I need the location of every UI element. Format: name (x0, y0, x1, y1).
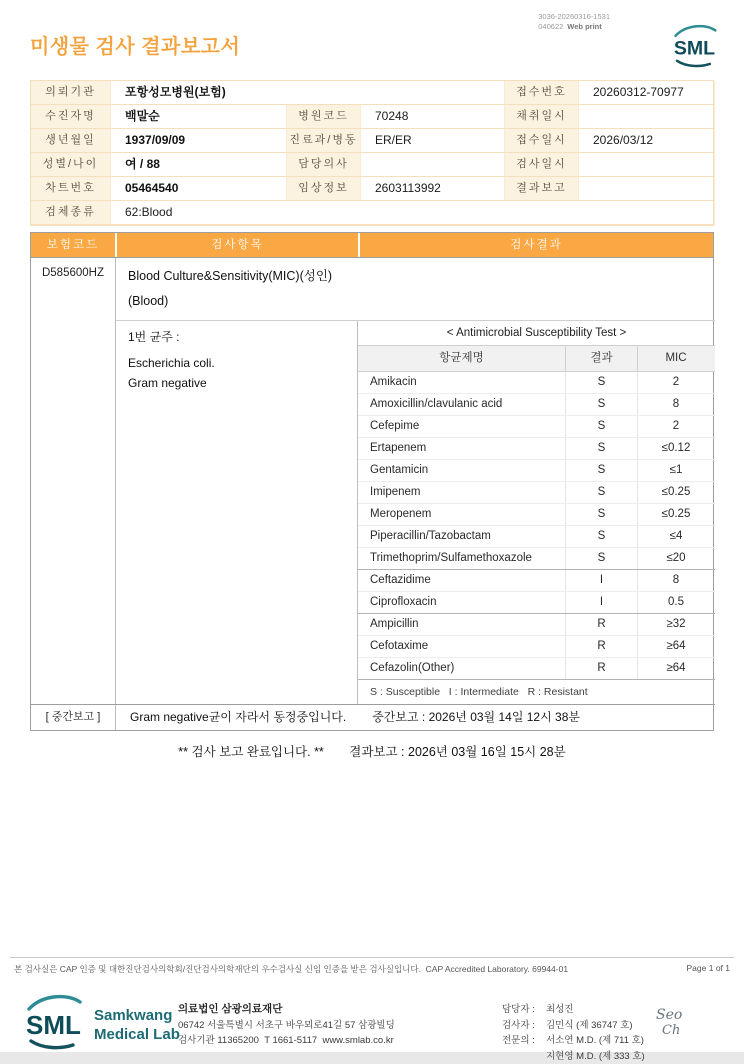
organization-contact: 검사기관 11365200 T 1661-5117 www.smlab.co.kr (178, 1033, 395, 1049)
organism-gram: Gram negative (128, 374, 345, 393)
col-test-result: 검사결과 (360, 233, 713, 257)
patient-field-value: 70248 (361, 105, 505, 129)
web-print-label: Web print (567, 22, 601, 31)
complete-text: ** 검사 보고 완료입니다. ** (178, 745, 324, 759)
ast-row (358, 415, 715, 437)
staff-row: 검사자 : 김민식 (제 36747 호) (502, 1018, 645, 1034)
col-mic: MIC (637, 346, 714, 371)
organism-name: Escherichia coli. (128, 354, 345, 373)
doctor-signature: Seo Ch (656, 1008, 682, 1038)
staff-row: 전문의 : 서소연 M.D. (제 711 호) (502, 1033, 645, 1049)
patient-field-value (361, 153, 505, 177)
patient-field-value (579, 177, 715, 201)
svg-text:SML: SML (26, 1010, 81, 1040)
ast-row (358, 437, 715, 459)
organization-address: 06742 서울특별시 서초구 바우뫼로41길 57 삼광빌딩 (178, 1018, 395, 1034)
patient-field-label: 검체종류 (31, 201, 111, 225)
patient-field-value: 2026/03/12 (579, 129, 715, 153)
ast-row (358, 547, 715, 569)
interim-report-label: [ 중간보고 ] (31, 705, 116, 730)
lab-name: Samkwang Medical Lab (94, 1006, 180, 1044)
ast-mic: ≤0.12 (637, 438, 714, 459)
patient-field-value: 백말순 (111, 105, 287, 129)
patient-field-label: 진료과/병동 (287, 129, 361, 153)
final-report-time: 결과보고 : 2026년 03월 16일 15시 28분 (349, 745, 565, 759)
col-test-item: 검사항목 (117, 233, 358, 257)
organization-name: 의료법인 삼광의료재단 (178, 1002, 395, 1018)
ast-result: S (565, 416, 637, 437)
ast-row (358, 569, 715, 591)
staff-row: 지현영 M.D. (제 333 호) (502, 1049, 645, 1064)
staff-row: 담당자 : 최성진 (502, 1002, 645, 1018)
ast-result: R (565, 614, 637, 635)
results-table-body (31, 258, 713, 730)
ast-mic: ≥64 (637, 636, 714, 657)
ast-antibiotic-name: Meropenem (358, 504, 565, 525)
patient-field-label: 의뢰기관 (31, 81, 111, 105)
patient-field-value (579, 153, 715, 177)
col-result: 결과 (565, 346, 637, 371)
ast-antibiotic-name: Ceftazidime (358, 570, 565, 591)
interim-report-time: 중간보고 : 2026년 03월 14일 12시 38분 (372, 705, 580, 730)
patient-field-value (579, 105, 715, 129)
organization-info (178, 1002, 395, 1049)
susceptibility-panel (358, 321, 715, 704)
patient-field-label: 성별/나이 (31, 153, 111, 177)
organism-info (116, 321, 358, 704)
ast-result: S (565, 526, 637, 547)
patient-field-label: 수진자명 (31, 105, 111, 129)
staff-list (502, 1002, 645, 1064)
ast-antibiotic-name: Ertapenem (358, 438, 565, 459)
ast-antibiotic-name: Ampicillin (358, 614, 565, 635)
ast-row (358, 613, 715, 635)
final-report-line (30, 742, 714, 760)
ast-result: R (565, 658, 637, 679)
patient-field-label: 담당의사 (287, 153, 361, 177)
ast-result: S (565, 548, 637, 569)
ast-mic: ≥32 (637, 614, 714, 635)
ast-antibiotic-name: Cefotaxime (358, 636, 565, 657)
ast-result: S (565, 438, 637, 459)
results-table-header (31, 233, 713, 258)
ast-antibiotic-name: Gentamicin (358, 460, 565, 481)
ast-mic: ≤1 (637, 460, 714, 481)
patient-field-value: 05464540 (111, 177, 287, 201)
ast-result: S (565, 460, 637, 481)
ast-result: S (565, 372, 637, 393)
ast-result: I (565, 592, 637, 613)
page-title: 미생물 검사 결과보고서 (30, 30, 714, 59)
ast-row (358, 481, 715, 503)
patient-info-table (30, 80, 714, 226)
patient-field-label: 채취일시 (505, 105, 579, 129)
patient-field-label: 병원코드 (287, 105, 361, 129)
ast-mic: ≥64 (637, 658, 714, 679)
ast-antibiotic-name: Trimethoprim/Sulfamethoxazole (358, 548, 565, 569)
results-table (30, 232, 714, 731)
ast-mic: ≤0.25 (637, 482, 714, 503)
patient-field-value: ER/ER (361, 129, 505, 153)
ast-result: I (565, 570, 637, 591)
svg-text:SML: SML (674, 38, 715, 60)
ast-mic: 0.5 (637, 592, 714, 613)
ast-mic: ≤0.25 (637, 504, 714, 525)
patient-field-label: 결과보고 (505, 177, 579, 201)
document-number-line2: 040622 Web print (538, 22, 610, 32)
ast-row (358, 657, 715, 679)
insurance-code: D585600HZ (31, 258, 116, 704)
ast-rows (358, 372, 715, 679)
ast-title: < Antimicrobial Susceptibility Test > (358, 321, 715, 346)
page-number: Page 1 of 1 (687, 963, 730, 973)
ast-antibiotic-name: Amikacin (358, 372, 565, 393)
ast-mic: 8 (637, 394, 714, 415)
ast-mic: 2 (637, 416, 714, 437)
sir-legend: S : Susceptible I : Intermediate R : Resistant (358, 679, 715, 704)
document-number: 3036-20260316-1531 (538, 12, 610, 22)
patient-field-value: 2603113992 (361, 177, 505, 201)
ast-row (358, 393, 715, 415)
ast-antibiotic-name: Ciprofloxacin (358, 592, 565, 613)
ast-antibiotic-name: Imipenem (358, 482, 565, 503)
organism-label: 1번 균주 : (128, 328, 345, 347)
interim-report-text: Gram negative균이 자라서 동정중입니다. 중간보고 : 2026년 03월 14일 12시 38분 (116, 705, 715, 730)
col-insurance-code: 보험코드 (31, 233, 115, 257)
ast-row (358, 525, 715, 547)
patient-field-value: 62:Blood (111, 201, 715, 225)
ast-row (358, 635, 715, 657)
patient-field-label: 차트번호 (31, 177, 111, 201)
ast-mic: ≤4 (637, 526, 714, 547)
interim-report-row (31, 704, 715, 730)
ast-row (358, 591, 715, 613)
ast-result: S (565, 394, 637, 415)
ast-antibiotic-name: Cefazolin(Other) (358, 658, 565, 679)
col-antibiotic: 항균제명 (358, 346, 565, 371)
footer-divider (10, 957, 734, 958)
patient-field-value: 여 / 88 (111, 153, 287, 177)
ast-row (358, 503, 715, 525)
ast-mic: 2 (637, 372, 714, 393)
patient-field-value: 20260312-70977 (579, 81, 715, 105)
patient-field-label: 임상정보 (287, 177, 361, 201)
ast-mic: 8 (637, 570, 714, 591)
ast-header-row (358, 346, 715, 372)
patient-field-label: 접수일시 (505, 129, 579, 153)
ast-antibiotic-name: Cefepime (358, 416, 565, 437)
ast-result: S (565, 482, 637, 503)
ast-antibiotic-name: Piperacillin/Tazobactam (358, 526, 565, 547)
ast-row (358, 372, 715, 393)
ast-result: S (565, 504, 637, 525)
cap-certification-text: 본 검사실은 CAP 인증 및 대한진단검사의학회/진단검사의학재단의 우수검사실 신임 인증을 받은 검사실입니다. CAP Accredited Laboratory. 69944-01 (14, 963, 568, 975)
ast-row (358, 459, 715, 481)
ast-antibiotic-name: Amoxicillin/clavulanic acid (358, 394, 565, 415)
footer-logo (22, 994, 180, 1055)
patient-field-label: 생년월일 (31, 129, 111, 153)
patient-field-value: 1937/09/09 (111, 129, 287, 153)
patient-field-label: 검사일시 (505, 153, 579, 177)
patient-field-label: 접수번호 (505, 81, 579, 105)
sml-logo-footer-icon (22, 994, 86, 1055)
test-name: Blood Culture&Sensitivity(MIC)(성인) (Blood) (116, 258, 715, 321)
patient-field-value: 포항성모병원(보험) (111, 81, 505, 105)
ast-mic: ≤20 (637, 548, 714, 569)
ast-result: R (565, 636, 637, 657)
